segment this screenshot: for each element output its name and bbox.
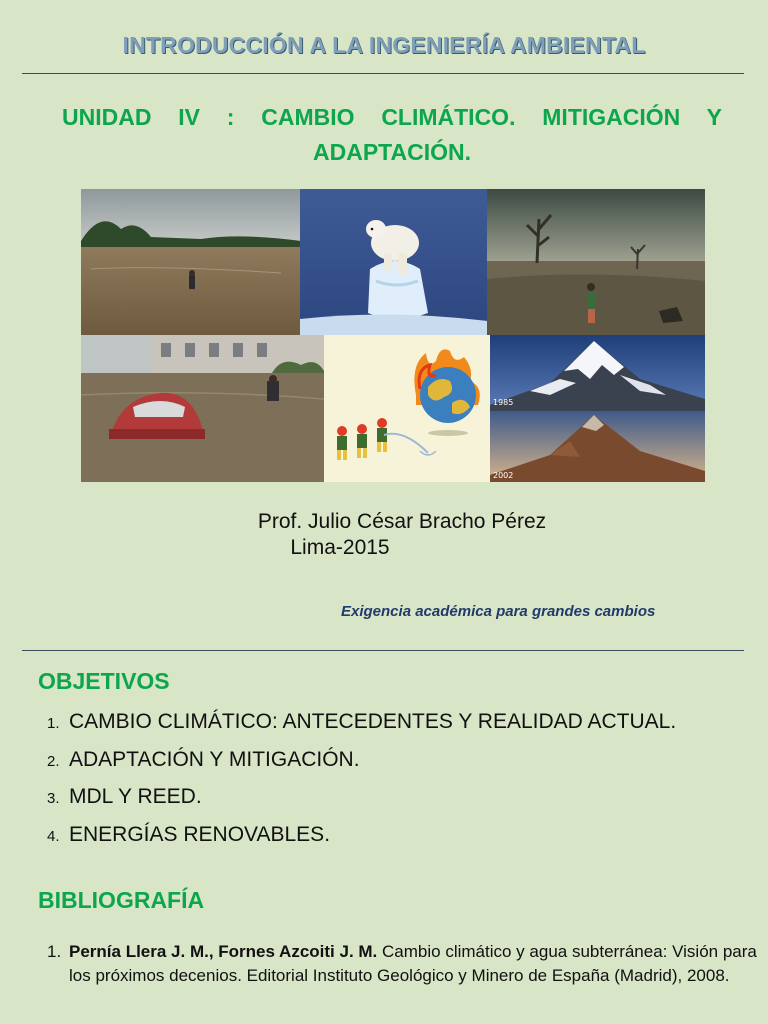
professor-name: Prof. Julio César Bracho Pérez xyxy=(257,510,547,533)
place-year: Lima-2015 xyxy=(290,536,390,559)
objective-item xyxy=(47,823,747,861)
mountain-1985-photo xyxy=(490,335,705,411)
objective-number: 4. xyxy=(47,827,60,845)
bibliography-title: Cambio climático y agua subterránea: Visión para los próximos decenios. Editorial Instituto Geológico y Minero de España (Madrid), 2008. xyxy=(69,942,757,985)
objective-text: ADAPTACIÓN Y MITIGACIÓN. xyxy=(69,747,360,771)
objective-number: 2. xyxy=(47,752,60,770)
polar-bear-photo xyxy=(300,189,488,335)
bibliography-heading: BIBLIOGRAFÍA xyxy=(38,887,205,913)
unit-title: UNIDAD IV : CAMBIO CLIMÁTICO. MITIGACIÓN Y ADAPTACIÓN. xyxy=(62,104,722,165)
objective-item xyxy=(47,710,747,748)
flooded-field-photo xyxy=(81,189,301,335)
bibliography-text xyxy=(69,940,767,988)
course-title: INTRODUCCIÓN A LA INGENIERÍA AMBIENTAL xyxy=(122,32,646,58)
mountain-2002-caption: 2002 xyxy=(493,471,514,480)
flooded-street-photo xyxy=(81,335,324,482)
mountain-1985-caption: 1985 xyxy=(493,398,514,407)
objective-item xyxy=(47,785,747,823)
objective-item xyxy=(47,748,747,786)
bibliography-authors: Pernía Llera J. M., Fornes Azcoiti J. M. xyxy=(69,942,378,961)
mountain-2002-photo xyxy=(490,411,705,482)
drought-photo xyxy=(487,189,705,335)
burning-globe-illustration xyxy=(324,335,490,482)
objective-text: CAMBIO CLIMÁTICO: ANTECEDENTES Y REALIDAD ACTUAL. xyxy=(69,710,677,733)
bibliography-entry xyxy=(47,940,767,988)
objective-text: MDL Y REED. xyxy=(69,785,202,808)
objective-number: 1. xyxy=(47,715,60,732)
header-divider xyxy=(22,73,744,74)
section-divider xyxy=(22,650,744,651)
objectives-list xyxy=(47,710,747,860)
motto: Exigencia académica para grandes cambios xyxy=(341,603,656,620)
objectives-heading: OBJETIVOS xyxy=(38,668,170,694)
objective-number: 3. xyxy=(47,790,60,807)
objective-text: ENERGÍAS RENOVABLES. xyxy=(69,822,331,846)
bibliography-number: 1. xyxy=(47,942,62,961)
